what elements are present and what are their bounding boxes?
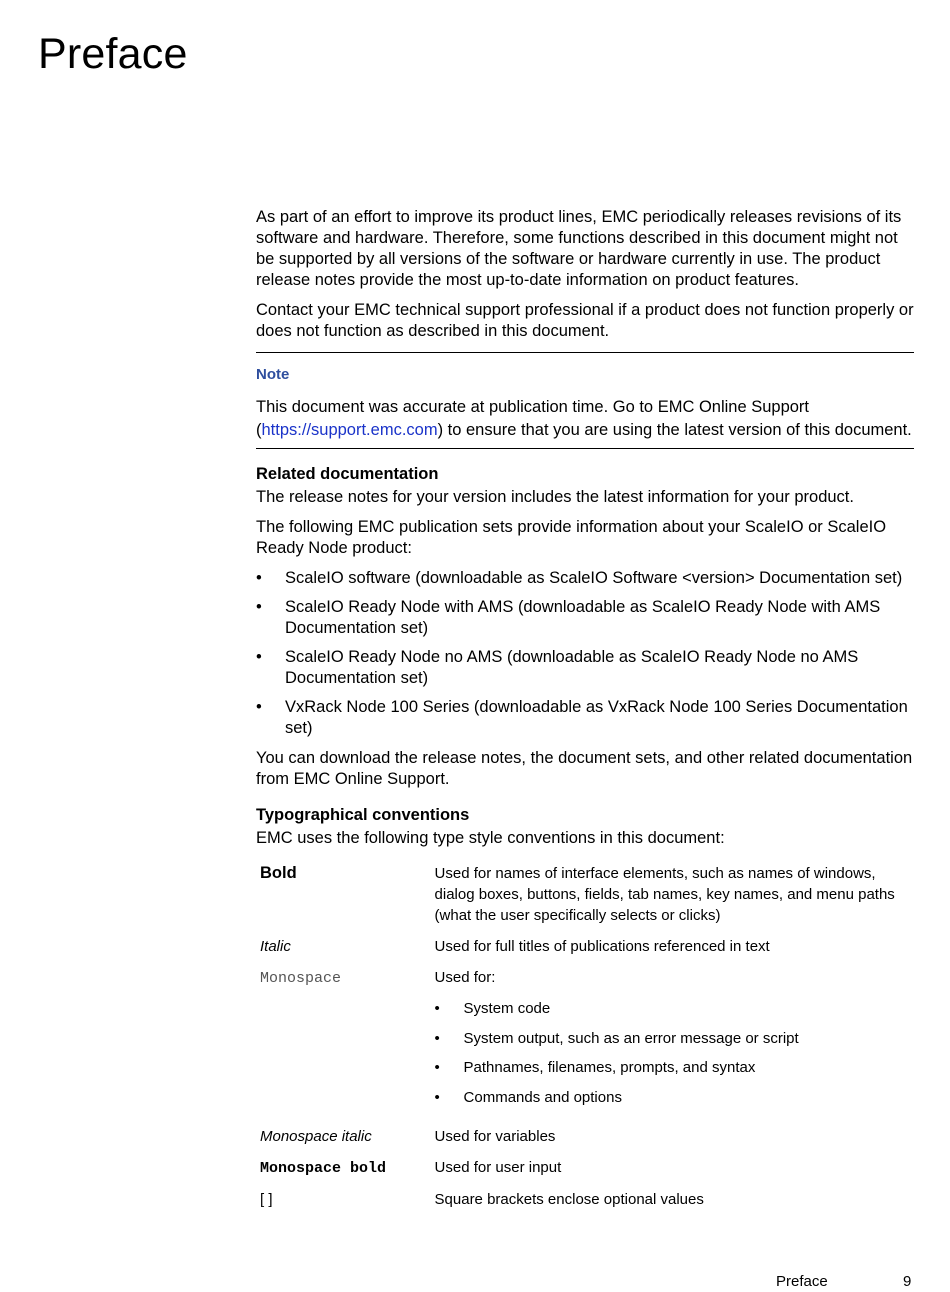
- table-row: [256, 1126, 916, 1157]
- note-label: Note: [256, 366, 290, 383]
- list-item: • ScaleIO software (downloadable as ScaleIO Software <version> Documentation set): [256, 568, 914, 589]
- list-item: • ScaleIO Ready Node no AMS (downloadable as ScaleIO Ready Node no AMS Documentation set): [256, 647, 914, 689]
- convention-description: Used for:: [434, 969, 496, 986]
- main-content: [256, 207, 914, 1220]
- convention-term: Monospace italic: [260, 1128, 372, 1145]
- table-row: [256, 1189, 916, 1220]
- table-row: [256, 936, 916, 967]
- intro-paragraph: Contact your EMC technical support professional if a product does not function properly or does not function as described in this document.: [256, 301, 914, 340]
- intro-paragraph: As part of an effort to improve its product lines, EMC periodically releases revisions of its software and hardware. Therefore, some functions described in this document might not be supported by all versions of the software or hardware currently in use. The product release notes provide the most up-to-date information on product features.: [256, 208, 902, 289]
- list-item: • ScaleIO Ready Node with AMS (downloadable as ScaleIO Ready Node with AMS Documentation set): [256, 597, 914, 639]
- related-paragraph: You can download the release notes, the document sets, and other related documentation from EMC Online Support.: [256, 749, 913, 788]
- list-item: • System output, such as an error message or script: [435, 1028, 916, 1049]
- related-paragraph: The release notes for your version includes the latest information for your product.: [256, 488, 854, 506]
- convention-term: [ ]: [260, 1191, 273, 1208]
- table-row: [256, 967, 916, 1126]
- note-text: [256, 396, 914, 442]
- monospace-uses-list: [435, 998, 916, 1108]
- note-text-before: This document was accurate at publication time. Go to EMC Online Support (: [256, 398, 810, 439]
- convention-description: Used for variables: [434, 1128, 556, 1145]
- related-paragraph: The following EMC publication sets provide information about your ScaleIO or ScaleIO Ready Node product:: [256, 518, 887, 557]
- convention-description: Used for user input: [434, 1159, 562, 1176]
- convention-description: Used for full titles of publications referenced in text: [434, 938, 770, 955]
- typographical-intro: EMC uses the following type style conventions in this document:: [256, 829, 725, 847]
- table-row: [256, 1157, 916, 1189]
- section-heading-typographical: Typographical conventions: [256, 806, 470, 824]
- note-block: [256, 352, 914, 449]
- convention-description: Square brackets enclose optional values: [434, 1191, 704, 1208]
- convention-term: Bold: [260, 864, 297, 882]
- convention-term: Monospace bold: [260, 1160, 387, 1177]
- page-number: 9: [903, 1273, 912, 1290]
- list-item: • System code: [435, 998, 916, 1019]
- list-item: • VxRack Node 100 Series (downloadable as VxRack Node 100 Series Documentation set): [256, 697, 914, 739]
- publication-list: [256, 568, 914, 739]
- note-text-after: ) to ensure that you are using the latest version of this document.: [437, 421, 912, 439]
- conventions-table: [256, 863, 916, 1220]
- support-link[interactable]: https://support.emc.com: [261, 421, 438, 439]
- convention-term: Monospace: [260, 970, 342, 987]
- list-item: • Commands and options: [435, 1087, 916, 1108]
- section-heading-related: Related documentation: [256, 465, 439, 483]
- page-title: Preface: [38, 30, 188, 78]
- convention-description: Used for names of interface elements, such as names of windows, dialog boxes, buttons, fields, tab names, key names, and menu paths (what the user specifically selects or clicks): [434, 865, 895, 924]
- convention-term: Italic: [260, 938, 291, 955]
- list-item: • Pathnames, filenames, prompts, and syntax: [435, 1057, 916, 1078]
- footer-section-label: Preface: [776, 1273, 828, 1290]
- table-row: [256, 863, 916, 936]
